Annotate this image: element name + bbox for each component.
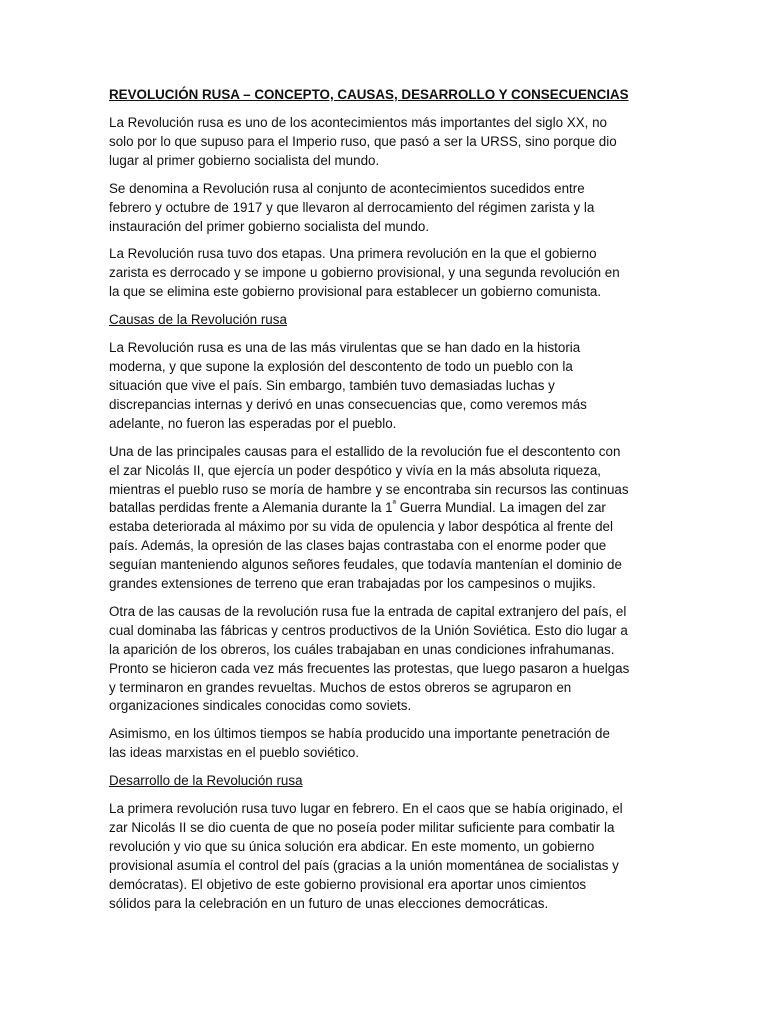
paragraph	[109, 339, 657, 434]
paragraph-line: la aparición de los obreros, los cuáles trabajaban en unas condiciones infrahumanas.	[109, 641, 615, 657]
paragraph-line: La Revolución rusa es una de las más virulentas que se han dado en la historia	[109, 340, 581, 356]
paragraph-line: provisional asumía el control del país (gracias a la unión momentánea de socialistas y	[109, 857, 619, 873]
paragraph-line: grandes extensiones de terreno que eran trabajadas por los campesinos o mujiks.	[109, 576, 596, 592]
paragraph	[109, 245, 657, 302]
paragraph-line: adelante, no fueron las esperadas por el pueblo.	[109, 415, 397, 431]
paragraph-line: zarista es derrocado y se impone u gobierno provisional, y una segunda revolución en	[109, 265, 620, 281]
paragraph-line: sólidos para la celebración en un futuro de unas elecciones democráticas.	[109, 895, 549, 911]
paragraph-line: cual dominaba las fábricas y centros productivos de la Unión Soviética. Esto dio lugar a	[109, 622, 628, 638]
paragraph-line: instauración del primer gobierno socialista del mundo.	[109, 218, 430, 234]
paragraph-line: zar Nicolás II se dio cuenta de que no poseía poder militar suficiente para combatir la	[109, 820, 615, 836]
paragraph-line: demócratas). El objetivo de este gobierno provisional era aportar unos cimientos	[109, 876, 587, 892]
paragraph-line: Asimismo, en los últimos tiempos se había producido una importante penetración de	[109, 726, 610, 742]
paragraph-line: solo por lo que supuso para el Imperio ruso, que pasó a ser la URSS, sino porque dio	[109, 133, 617, 149]
paragraph-line: Se denomina a Revolución rusa al conjunto de acontecimientos sucedidos entre	[109, 180, 585, 196]
paragraph-line: batallas perdidas frente a Alemania durante la $1^ª$ Guerra Mundial. La imagen del zar	[109, 498, 606, 516]
paragraph	[109, 800, 657, 913]
paragraph-line: país. Además, la opresión de las clases bajas contrastaba con el enorme poder que	[109, 538, 607, 554]
paragraph-line: Una de las principales causas para el estallido de la revolución fue el descontento con	[109, 443, 621, 459]
paragraph-line: febrero y octubre de 1917 y que llevaron al derrocamiento del régimen zarista y la	[109, 199, 595, 215]
paragraph-line: la que se elimina este gobierno provisional para establecer un gobierno comunista.	[109, 284, 602, 300]
paragraph-line: La primera revolución rusa tuvo lugar en febrero. En el caos que se había originado, el	[109, 801, 623, 817]
paragraph-line: y terminaron en grandes revueltas. Muchos de estos obreros se agruparon en	[109, 679, 572, 695]
paragraph-line: situación que vive el país. Sin embargo, también tuvo demasiadas luchas y	[109, 377, 555, 393]
paragraph	[109, 114, 657, 171]
section-heading: Causas de la Revolución rusa	[109, 312, 287, 328]
paragraph	[109, 603, 657, 716]
paragraph-line: las ideas marxistas en el pueblo soviético.	[109, 745, 360, 761]
document-body	[109, 114, 657, 914]
paragraph-line: Pronto se hicieron cada vez más frecuentes las protestas, que luego pasaron a huelgas	[109, 660, 630, 676]
paragraph	[109, 180, 657, 237]
paragraph-line: mientras el pueblo ruso se moría de hambre y se encontraba sin recursos las continuas	[109, 481, 629, 497]
document-page	[109, 86, 657, 923]
paragraph-line: La Revolución rusa es uno de los acontecimientos más importantes del siglo XX, no	[109, 115, 607, 130]
paragraph-line: estaba deteriorada al máximo por su vida de opulencia y labor despótica al frente del	[109, 519, 613, 535]
paragraph-line: moderna, y que supone la explosión del descontento de todo un pueblo con la	[109, 359, 573, 375]
paragraph-line: lugar al primer gobierno socialista del mundo.	[109, 152, 380, 168]
paragraph	[109, 725, 657, 763]
paragraph-line: discrepancias internas y derivó en unas consecuencias que, como veremos más	[109, 396, 587, 412]
paragraph	[109, 443, 657, 594]
paragraph-line: organizaciones sindicales conocidas como soviets.	[109, 698, 412, 714]
paragraph-line: La Revolución rusa tuvo dos etapas. Una primera revolución en la que el gobierno	[109, 246, 597, 262]
document-title: REVOLUCIÓN RUSA – CONCEPTO, CAUSAS, DESARROLLO Y CONSECUENCIAS	[109, 87, 629, 102]
paragraph-line: seguían manteniendo algunos señores feudales, que todavía mantenían el dominio de	[109, 557, 622, 573]
paragraph-line: el zar Nicolás II, que ejercía un poder despótico y vivía en la más absoluta riqueza,	[109, 462, 602, 478]
paragraph-line: Otra de las causas de la revolución rusa fue la entrada de capital extranjero del país, el	[109, 603, 627, 619]
paragraph-line: revolución y vio que su única solución era abdicar. En este momento, un gobierno	[109, 839, 595, 854]
section-heading: Desarrollo de la Revolución rusa	[109, 773, 303, 789]
